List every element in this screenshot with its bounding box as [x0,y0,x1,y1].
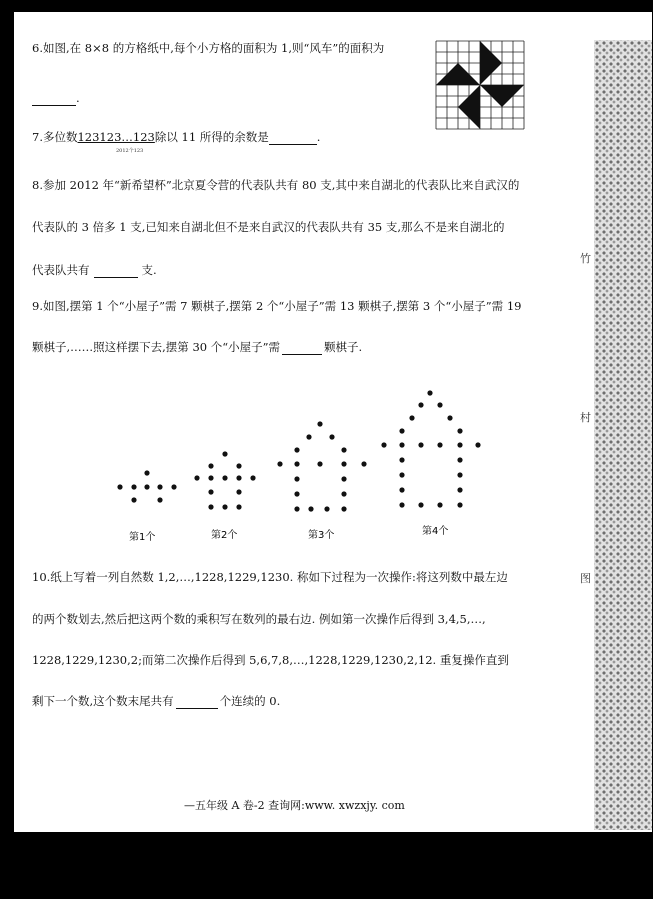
answer-blank-6[interactable] [32,93,76,106]
question-9-prefix: 颗棋子,……照这样摆下去,摆第 30 个“小屋子”需 [32,340,281,354]
question-8-line-3 [32,262,157,278]
windmill-grid-figure [434,39,526,131]
answer-blank-10[interactable] [176,696,218,709]
house-figure-2 [194,451,255,509]
question-6-text: 6.如图,在 8×8 的方格纸中,每个小方格的面积为 1,则“风车”的面积为 [32,41,385,55]
answer-blank-9[interactable] [282,342,322,355]
question-9-line-2 [32,339,362,355]
question-10-line-4 [32,693,280,709]
house-figure-3 [277,421,366,511]
margin-mark: 图 [580,572,591,585]
question-7-prefix: 7.多位数 [32,130,78,144]
margin-mark: 村 [580,411,591,424]
figure-label-2: 第2个 [211,530,238,541]
question-6 [32,40,384,56]
question-8-line-1: 8.参加 2012 年“新希望杯”北京夏令营的代表队共有 80 支,其中来自湖北的代表队比来自武汉的 [32,178,520,192]
question-7-tail: . [316,130,321,144]
question-7-suffix: 除以 11 所得的余数是 [154,130,269,144]
question-9-suffix: 颗棋子. [324,340,363,354]
scanned-page-edge [594,40,652,830]
question-10-line-1: 10.纸上写着一列自然数 1,2,…,1228,1229,1230. 称如下过程为一次操作:将这列数中最左边 [32,570,508,584]
question-10-line-2: 的两个数划去,然后把这两个数的乘积写在数列的最右边. 例如第一次操作后得到 3,4,5,…, [32,612,486,626]
figure-label-1: 第1个 [129,532,156,543]
question-7-number: 123123…123 [77,130,155,144]
brace-note: 2012个123 [116,148,144,154]
question-8-line-2: 代表队的 3 倍多 1 支,已知来自湖北但不是来自武汉的代表队共有 35 支,那么不是来自湖北的 [32,220,505,234]
house-figure-4 [381,390,480,507]
margin-mark: 竹 [580,252,591,265]
exam-page [14,12,652,832]
house-figure-1 [117,470,176,502]
house-dot-figures [14,372,574,552]
answer-blank-8[interactable] [94,265,138,278]
page-footer: —五年级 A 卷-2 查询网:www. xwzxjy. com [184,799,405,812]
question-10-suffix: 个连续的 0. [219,694,281,708]
question-9-line-1: 9.如图,摆第 1 个“小屋子”需 7 颗棋子,摆第 2 个“小屋子”需 13 颗棋子,摆第 3 个“小屋子”需 19 [32,299,522,313]
question-8-prefix: 代表队共有 [32,263,90,277]
question-10-line-3: 1228,1229,1230,2;而第二次操作后得到 5,6,7,8,…,1228,1229,1230,2,12. 重复操作直到 [32,653,509,667]
question-10-prefix: 剩下一个数,这个数末尾共有 [32,694,174,708]
question-6-tail: . [76,91,80,105]
windmill-blades [436,41,524,129]
question-8-suffix: 支. [141,263,157,277]
question-7 [32,129,320,145]
figure-label-3: 第3个 [308,530,335,541]
answer-blank-7[interactable] [269,132,317,145]
figure-label-4: 第4个 [422,526,449,537]
question-6-answer-line [32,90,80,106]
